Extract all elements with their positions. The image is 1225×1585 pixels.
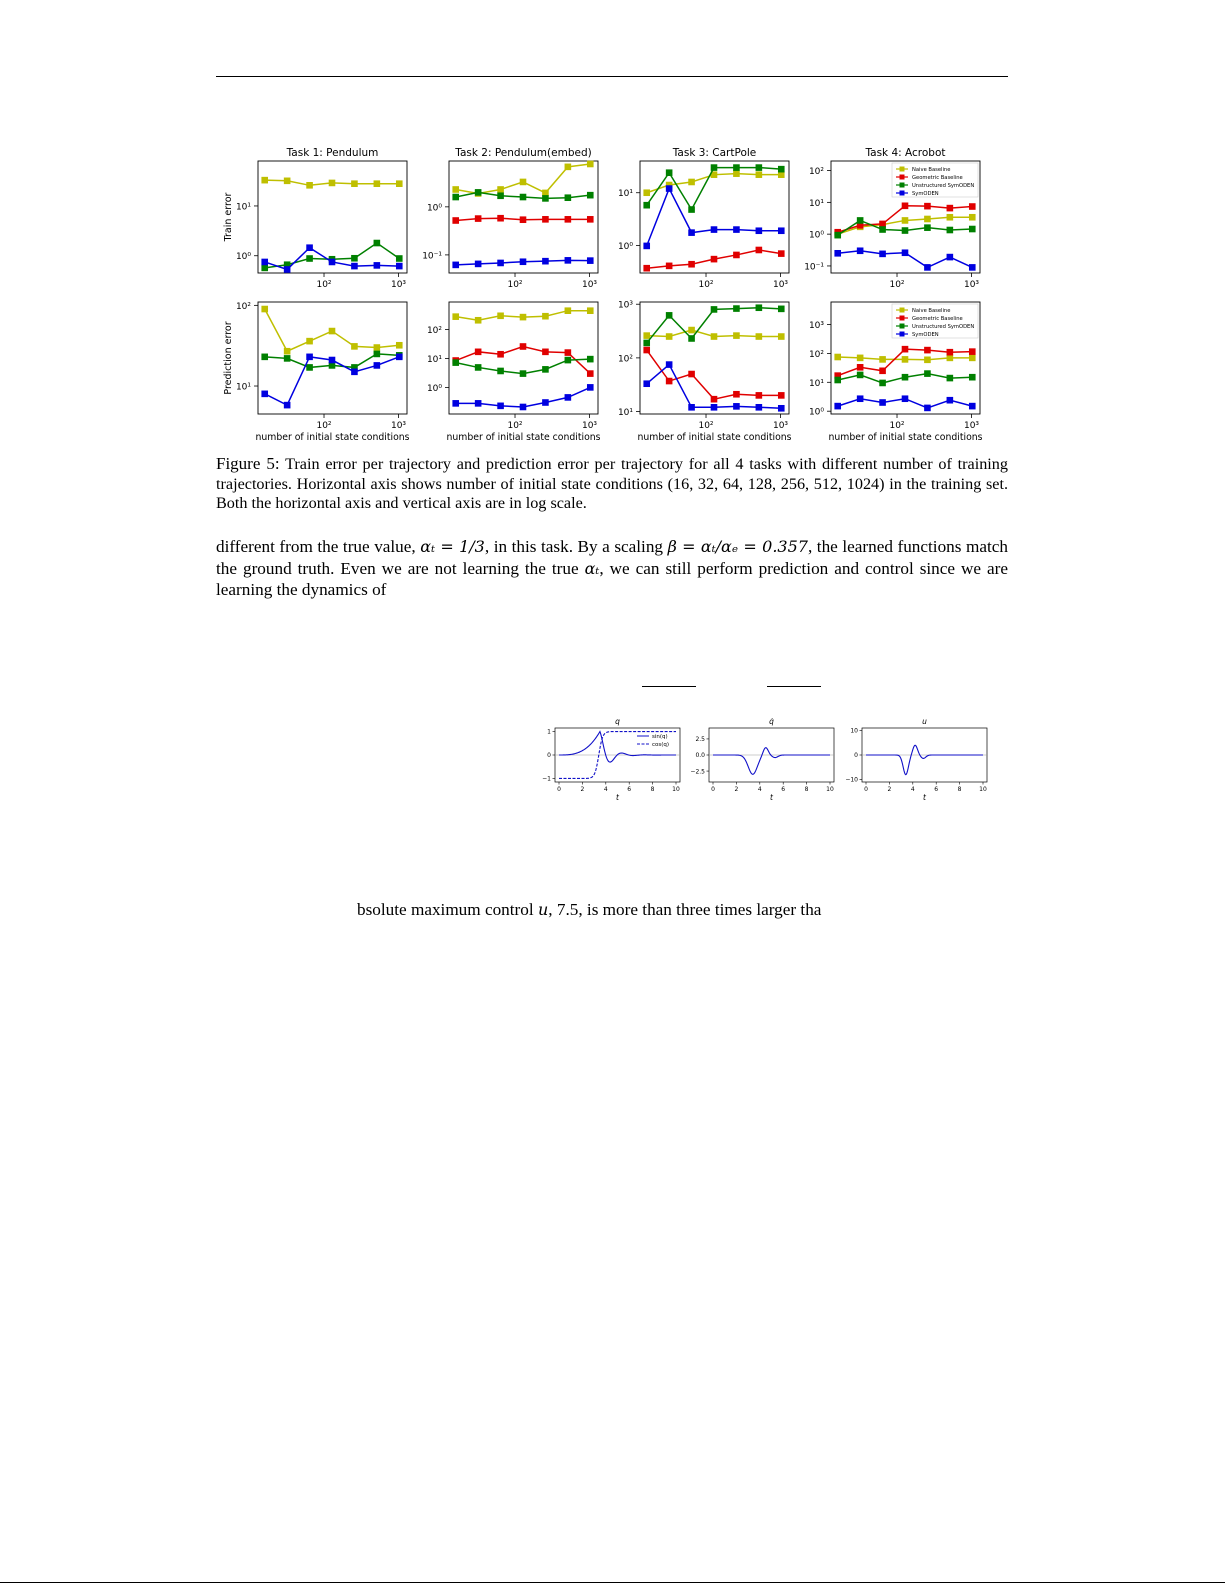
- legend-entry: sin(q): [652, 734, 668, 740]
- y-tick-label: 0: [854, 752, 858, 760]
- y-tick-label: 10²: [426, 326, 442, 337]
- x-tick-label: 10³: [772, 280, 789, 290]
- x-tick-label: 10²: [698, 280, 714, 290]
- panel-title: q: [615, 717, 620, 726]
- x-tick-label: 10³: [963, 421, 980, 431]
- x-tick-label: 8: [650, 786, 655, 793]
- y-tick-label: 10⁰: [235, 252, 251, 263]
- y-tick-label: 10¹: [808, 378, 824, 389]
- chart-title: Task 1: Pendulum: [286, 147, 379, 159]
- y-tick-label: 10⁰: [426, 203, 442, 214]
- trajectory-panel-2: [690, 717, 834, 802]
- y-tick-label: 10²: [235, 301, 251, 312]
- y-tick-label: 2.5: [695, 736, 705, 744]
- y-tick-label: 10⁻¹: [422, 251, 442, 262]
- x-tick-label: 4: [910, 786, 915, 793]
- x-tick-label: 10: [979, 786, 987, 793]
- y-tick-label: 0: [547, 752, 551, 760]
- y-tick-label: 10: [850, 727, 858, 735]
- x-tick-label: 10³: [772, 421, 789, 431]
- y-tick-label: 10³: [808, 320, 824, 331]
- y-tick-label: 10¹: [426, 354, 442, 365]
- panel-title: q̇: [769, 717, 774, 726]
- legend-entry: SymODEN: [912, 332, 939, 338]
- caption-text: Train error per trajectory and prediction error per trajectory for all 4 tasks with different number of training trajectories. Horizontal axis shows number of initial state conditions (16, 32, 64, 128, 256, 512, 1024) in the training set. Both the horizontal axis and vertical axis are in log scale.: [216, 455, 1008, 512]
- y-tick-label: 10²: [808, 167, 824, 178]
- trajectory-panel-3: [845, 717, 987, 802]
- x-tick-label: 10²: [316, 280, 332, 290]
- legend-entry: cos(q): [652, 742, 670, 748]
- math-u: u: [537, 900, 549, 919]
- x-tick-label: 2: [887, 786, 892, 793]
- trajectory-curve: [866, 745, 983, 774]
- para-text-1: different from the true value,: [216, 537, 421, 556]
- caption-label: Figure 5:: [216, 454, 280, 473]
- x-tick-label: 10³: [390, 280, 407, 290]
- x-tick-label: 0: [711, 786, 715, 793]
- x-tick-label: 4: [603, 786, 608, 793]
- x-tick-label: 10: [672, 786, 680, 793]
- math-alpha-t-2: αₜ: [584, 558, 600, 578]
- y-tick-label: 10⁻¹: [804, 262, 824, 273]
- x-tick-label: 2: [734, 786, 739, 793]
- x-tick-label: 2: [580, 786, 585, 793]
- chart-title: Task 2: Pendulum(embed): [455, 147, 592, 159]
- y-axis-label: Train error: [223, 192, 234, 242]
- x-tick-label: 10³: [581, 421, 598, 431]
- x-tick-label: 10³: [390, 421, 407, 431]
- panel-title: u: [922, 717, 927, 726]
- y-tick-label: −2.5: [690, 768, 705, 776]
- fragment-text-2: , 7.5, is more than three times larger tha: [548, 900, 822, 919]
- x-tick-label: 10²: [507, 280, 523, 290]
- y-tick-label: 10⁰: [617, 241, 633, 252]
- y-axis-label: Prediction error: [223, 321, 234, 395]
- text-fragment: [357, 900, 821, 920]
- x-tick-label: 6: [781, 786, 786, 793]
- x-tick-label: 10²: [698, 421, 714, 431]
- y-tick-label: 10¹: [617, 189, 633, 200]
- y-tick-label: 10¹: [617, 408, 633, 419]
- y-tick-label: 10²: [617, 354, 633, 365]
- trajectory-panel-1: [542, 717, 680, 802]
- x-tick-label: 10²: [316, 421, 332, 431]
- x-tick-label: 6: [627, 786, 632, 793]
- x-tick-label: 10: [826, 786, 834, 793]
- y-tick-label: 1: [547, 728, 551, 736]
- y-tick-label: 10²: [808, 349, 824, 360]
- y-tick-label: 0.0: [695, 752, 705, 760]
- x-axis-label: number of initial state conditions: [255, 432, 410, 443]
- y-tick-label: 10¹: [235, 202, 251, 213]
- x-axis-label: number of initial state conditions: [446, 432, 601, 443]
- legend-entry: Geometric Baseline: [912, 316, 963, 322]
- legend-entry: SymODEN: [912, 191, 939, 197]
- x-tick-label: 10²: [889, 421, 905, 431]
- y-tick-label: 10⁰: [426, 383, 442, 394]
- x-tick-label: 6: [934, 786, 939, 793]
- y-tick-label: 10⁰: [808, 230, 824, 241]
- footer-rule: [0, 1582, 1225, 1583]
- para-text-3: , the learned functions match the ground truth. Even we are not learning the true: [216, 537, 1008, 578]
- chart-title: Task 4: Acrobot: [865, 147, 946, 159]
- y-tick-label: −1: [542, 775, 551, 783]
- legend-entry: Naive Baseline: [912, 167, 951, 173]
- fragment-text-1: bsolute maximum control: [357, 900, 538, 919]
- math-beta: β = αₜ/αₑ = 0.357: [667, 537, 808, 556]
- legend-entry: Geometric Baseline: [912, 175, 963, 181]
- trajectory-curve: [713, 748, 830, 775]
- x-tick-label: 0: [864, 786, 868, 793]
- y-tick-label: 10³: [617, 300, 633, 311]
- panel-xlabel: t: [923, 793, 926, 802]
- x-tick-label: 8: [804, 786, 809, 793]
- x-tick-label: 8: [957, 786, 962, 793]
- y-tick-label: −10: [845, 776, 858, 784]
- panel-xlabel: t: [770, 793, 773, 802]
- y-tick-label: 10¹: [235, 382, 251, 393]
- x-tick-label: 10²: [507, 421, 523, 431]
- legend-entry: Unstructured SymODEN: [912, 324, 975, 330]
- x-tick-label: 10³: [963, 280, 980, 290]
- x-tick-label: 10²: [889, 280, 905, 290]
- chart-title: Task 3: CartPole: [672, 147, 757, 159]
- para-text-4: , we can still perform prediction and control since we are learning the dynamics of: [216, 558, 1009, 599]
- x-tick-label: 10³: [581, 280, 598, 290]
- math-alpha-t: αₜ = 1/3: [420, 537, 485, 556]
- x-axis-label: number of initial state conditions: [828, 432, 983, 443]
- x-axis-label: number of initial state conditions: [637, 432, 792, 443]
- panel-xlabel: t: [616, 793, 619, 802]
- y-tick-label: 10⁰: [808, 407, 824, 418]
- legend-entry: Naive Baseline: [912, 308, 951, 314]
- y-tick-label: 10¹: [808, 198, 824, 209]
- legend-entry: Unstructured SymODEN: [912, 183, 975, 189]
- para-text-2: , in this task. By a scaling: [484, 537, 668, 556]
- x-tick-label: 0: [557, 786, 561, 793]
- x-tick-label: 4: [757, 786, 762, 793]
